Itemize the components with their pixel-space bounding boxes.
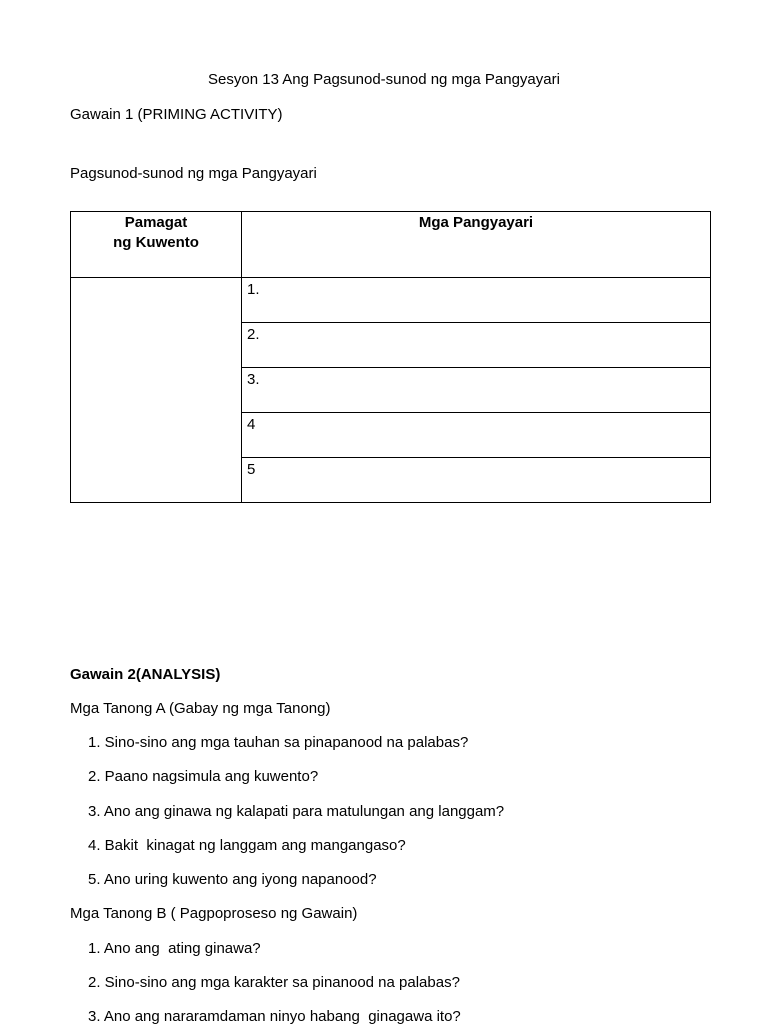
table-caption: Pagsunod-sunod ng mga Pangyayari xyxy=(70,165,317,182)
question-a-item: 2. Paano nagsimula ang kuwento? xyxy=(88,768,319,785)
question-b-item: 1. Ano ang ating ginawa? xyxy=(88,940,261,957)
question-a-item: 3. Ano ang ginawa ng kalapati para matulungan ang langgam? xyxy=(88,803,505,820)
questions-b-heading: Mga Tanong B ( Pagpoproseso ng Gawain) xyxy=(70,905,358,922)
question-b-item: 2. Sino-sino ang mga karakter sa pinanood na palabas? xyxy=(88,974,460,991)
story-title-header-line2: ng Kuwento xyxy=(113,234,199,251)
story-title-header-line1: Pamagat xyxy=(124,214,188,231)
table-row xyxy=(71,278,711,323)
events-header: Mga Pangyayari xyxy=(242,212,711,278)
table-header-row xyxy=(71,212,711,278)
question-a-item: 1. Sino-sino ang mga tauhan sa pinapanood na palabas? xyxy=(88,734,469,751)
event-cell[interactable]: 1. xyxy=(242,278,711,323)
questions-a-heading: Mga Tanong A (Gabay ng mga Tanong) xyxy=(70,700,331,717)
activity-2-label: Gawain 2(ANALYSIS) xyxy=(70,666,221,683)
story-title-cell[interactable] xyxy=(71,278,242,503)
event-cell[interactable]: 5 xyxy=(242,458,711,503)
event-cell[interactable]: 3. xyxy=(242,368,711,413)
events-table xyxy=(70,211,711,503)
activity-1-label: Gawain 1 (PRIMING ACTIVITY) xyxy=(70,106,283,123)
question-a-item: 4. Bakit kinagat ng langgam ang mangangaso? xyxy=(88,837,406,854)
event-cell[interactable]: 4 xyxy=(242,413,711,458)
document-title: Sesyon 13 Ang Pagsunod-sunod ng mga Pangyayari xyxy=(208,71,560,88)
question-a-item: 5. Ano uring kuwento ang iyong napanood? xyxy=(88,871,377,888)
question-b-item: 3. Ano ang nararamdaman ninyo habang ginagawa ito? xyxy=(88,1008,461,1025)
event-cell[interactable]: 2. xyxy=(242,323,711,368)
story-title-header xyxy=(71,212,242,278)
